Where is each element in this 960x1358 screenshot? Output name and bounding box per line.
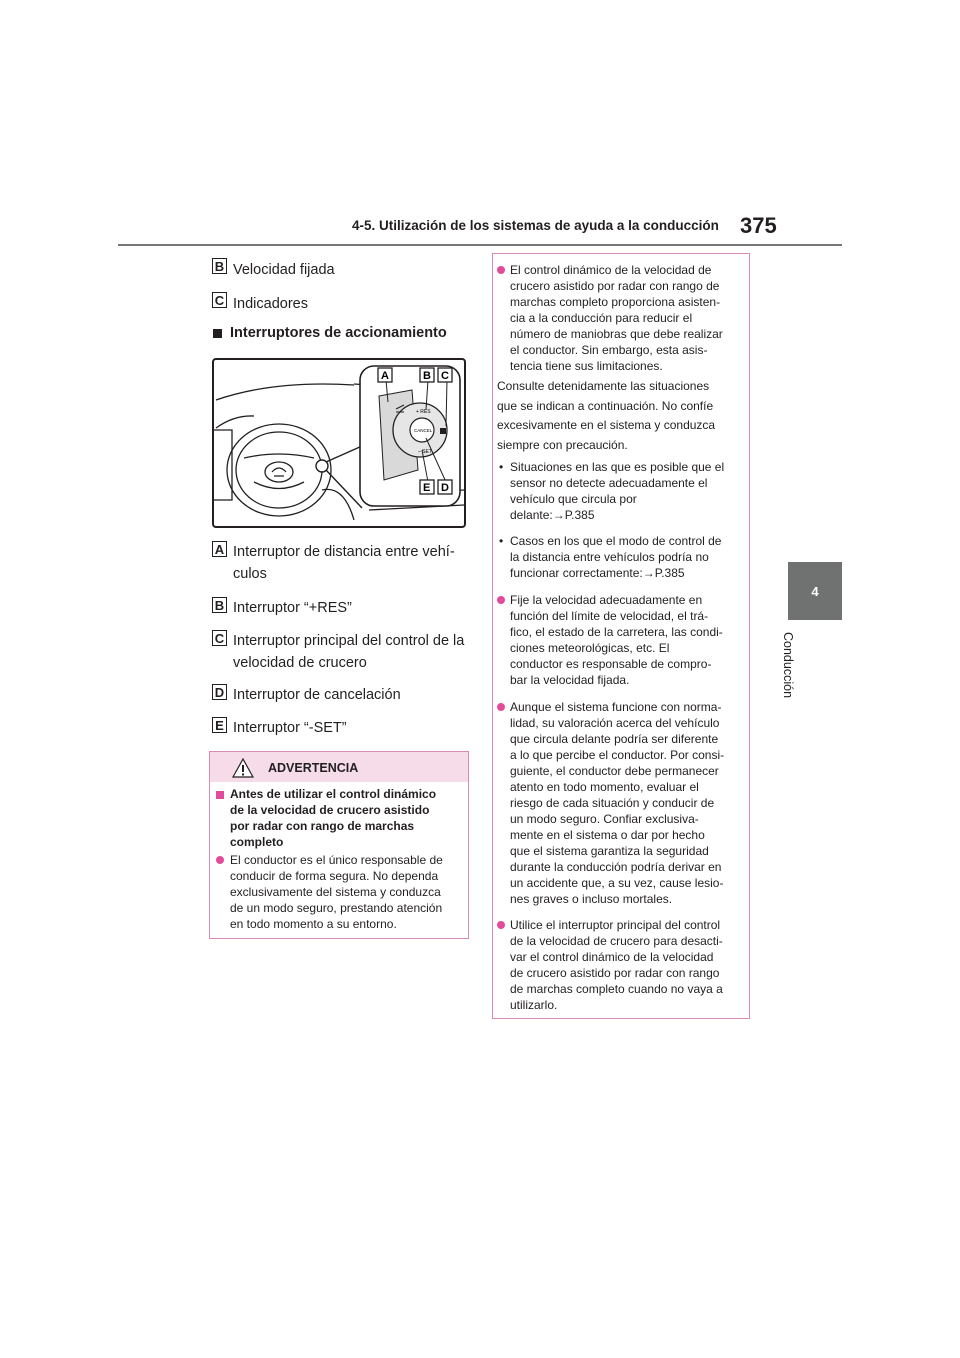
text-line: la distancia entre vehículos podría no [510,550,709,564]
item-line: Interruptor “-SET” [233,720,347,736]
warning-heading [230,786,436,850]
text-line: durante la conducción podría derivar en [510,860,722,874]
text-line: un modo seguro. Confiar exclusiva- [510,812,699,826]
text-line: número de maniobras que debe realizar [510,327,723,341]
text-line: conducir de forma segura. No dependa [230,869,439,883]
text-line: El conductor es el único responsable de [230,853,443,867]
callout-label: B [212,258,227,274]
text-line: de marchas completo cuando no vaya a [510,982,723,996]
bullet-icon [497,703,505,711]
item-text: Velocidad fijada [233,262,335,278]
section-title: 4-5. Utilización de los sistemas de ayuda a la conducción [352,218,719,233]
text-line: en todo momento a su entorno. [230,917,397,931]
text-line: el conductor. Sin embargo, esta asis- [510,343,708,357]
warning-title: ADVERTENCIA [268,761,359,775]
chapter-label-text: Conducción [781,632,795,699]
bullet-icon [497,596,505,604]
text-line: que el sistema garantiza la seguridad [510,844,709,858]
text-line: de un modo seguro, prestando atención [230,901,443,915]
warning-triangle-icon [232,758,254,778]
dash-bullet: • [499,460,504,474]
text-line: Situaciones en las que es posible que el [510,460,725,474]
callout-label: D [212,684,227,700]
caution-box [492,253,750,1019]
text-line: Fije la velocidad adecuadamente en [510,593,703,607]
res-label: + RES [416,409,431,415]
item-line: Interruptor “+RES” [233,600,352,616]
chapter-tab: 4 [788,562,842,620]
callout-label: C [212,292,227,308]
text-line: a lo que percibe el conductor. Por consi- [510,748,725,762]
bullet-icon [497,921,505,929]
text-line: guiente, el conductor debe permanecer [510,764,719,778]
text-line: utilizarlo. [510,998,558,1012]
steering-wheel-illustration [214,360,464,526]
page-number: 375 [740,213,777,238]
text-line: completo [230,835,284,849]
text-line: delante:→P.385 [510,508,595,522]
steering-wheel-figure [212,358,466,528]
warning-body [230,852,443,932]
paragraph-1 [510,262,723,374]
text-line: fico, el estado de la carretera, las condi- [510,625,723,639]
situation-1 [510,459,724,523]
section-heading: Interruptores de accionamiento [230,325,447,341]
text-line: funcionar correctamente:→P.385 [510,566,685,580]
heading-square-icon [213,329,222,338]
text-line: exclusivamente del sistema y conduzca [230,885,441,899]
text-line: riesgo de cada situación y conducir de [510,796,715,810]
paragraph-2 [497,377,715,455]
text-line: Utilice el interruptor principal del control [510,918,721,932]
text-line: función del límite de velocidad, el trá- [510,609,709,623]
text-line: mente en el sistema o dar por hecho [510,828,705,842]
text-line: de la velocidad de crucero asistido [230,803,430,817]
bullet-icon [497,266,505,274]
callout-label: C [212,630,227,646]
figure-callout-a: A [381,370,389,382]
item-line: Interruptor de cancelación [233,687,401,703]
text-line: por radar con rango de marchas [230,819,415,833]
item-line: Interruptor de distancia entre vehí- [233,544,455,560]
text-line: de la velocidad de crucero para desacti- [510,934,723,948]
text-line: El control dinámico de la velocidad de [510,263,712,277]
set-label: – SET [418,449,432,455]
text-line: tencia tiene sus limitaciones. [510,359,663,373]
callout-label: E [212,717,227,733]
text-line: Antes de utilizar el control dinámico [230,787,437,801]
text-line: ciones meteorológicas, etc. El [510,641,670,655]
text-line: vehículo que circula por [510,492,637,506]
warning-box [209,751,469,939]
text-line: siempre con precaución. [497,437,628,452]
figure-callout-d: D [441,482,449,494]
text-line: Consulte detenidamente las situaciones [497,379,710,393]
text-line: un accidente que, a su vez, cause lesio- [510,876,724,890]
text-line: crucero asistido por radar con rango de [510,279,720,293]
dash-bullet: • [499,534,504,548]
item-line: velocidad de crucero [233,655,367,671]
figure-callout-e: E [423,482,431,494]
text-line: bar la velocidad fijada. [510,673,630,687]
text-line: lidad, su valoración acerca del vehículo [510,716,720,730]
chapter-label [780,632,810,702]
text-line: sensor no detecte adecuadamente el [510,476,708,490]
text-line: conductor es responsable de compro- [510,657,712,671]
text-line: cia a la conducción para reducir el [510,311,693,325]
text-line: marchas completo proporciona asisten- [510,295,721,309]
text-line: nes graves o incluso mortales. [510,892,673,906]
header-rule [118,244,842,246]
paragraph-4 [510,699,724,907]
callout-label: A [212,541,227,557]
text-line: Aunque el sistema funcione con norma- [510,700,722,714]
text-line: atento en todo momento, evaluar el [510,780,699,794]
text-line: de crucero asistido por radar con rango [510,966,720,980]
item-line: Interruptor principal del control de la [233,633,465,649]
item-text: Indicadores [233,296,308,312]
callout-label: B [212,597,227,613]
item-line: culos [233,566,267,582]
text-line: var el control dinámico de la velocidad [510,950,714,964]
warning-header [210,752,468,782]
text-line: que se indican a continuación. No confíe [497,398,714,413]
paragraph-3 [510,592,723,688]
text-line: que circula delante podría ser diferente [510,732,719,746]
figure-callout-c: C [441,370,449,382]
text-line: excesivamente en el sistema y conduzca [497,418,716,432]
warning-square-icon [216,791,224,799]
paragraph-5 [510,917,723,1013]
figure-callout-b: B [423,370,431,382]
bullet-icon [216,856,224,864]
text-line: Casos en los que el modo de control de [510,534,722,548]
situation-2 [510,533,721,581]
cancel-label: CANCEL [414,428,433,433]
